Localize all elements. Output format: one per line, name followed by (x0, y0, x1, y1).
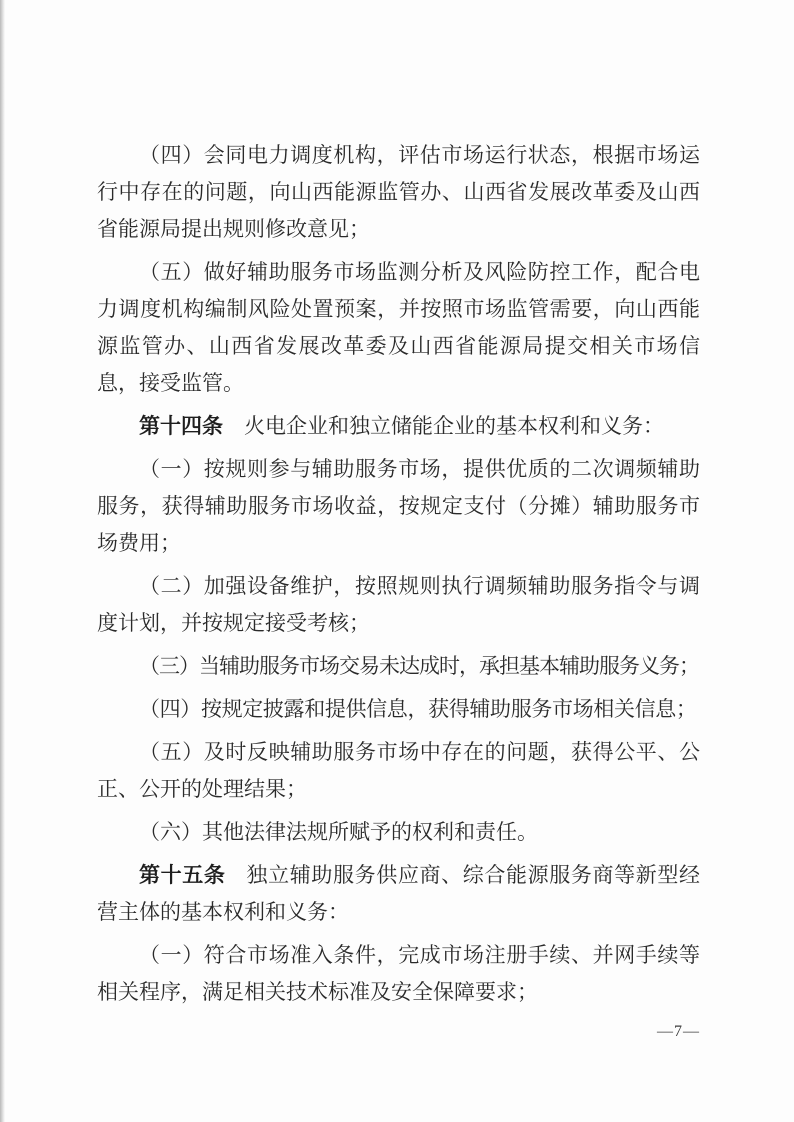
clause-text: （四）按规定披露和提供信息，获得辅助服务市场相关信息； (139, 697, 697, 721)
scan-edge-shadow (0, 0, 5, 1122)
article-15-heading (97, 857, 700, 931)
document-body (97, 137, 700, 1011)
clause-text: （五）做好辅助服务市场监测分析及风险防控工作，配合电力调度机构编制风险处置预案，并按照市场监管需要，向山西能源监管办、山西省发展改革委及山西省能源局提交相关市场信息，接受监管。 (97, 260, 700, 395)
clause-text: （五）及时反映辅助服务市场中存在的问题，获得公平、公正、公开的处理结果； (97, 740, 700, 801)
article-number: 第十五条 (139, 863, 226, 887)
article-14-heading (97, 408, 700, 445)
clause-item (97, 254, 700, 402)
article-title: 独立辅助服务供应商、综合能源服务商等新型经营主体的基本权利和义务： (97, 863, 700, 924)
clause-item (97, 937, 700, 1011)
clause-text: （一）符合市场准入条件，完成市场注册手续、并网手续等相关程序，满足相关技术标准及安全保障要求； (97, 943, 700, 1004)
page-number: —7— (657, 1023, 700, 1040)
clause-item (97, 451, 700, 562)
clause-item (97, 137, 700, 248)
article-number: 第十四条 (139, 414, 223, 438)
clause-text: （六）其他法律法规所赋予的权利和责任。 (139, 820, 538, 844)
clause-item (97, 648, 700, 685)
clause-item (97, 734, 700, 808)
clause-item (97, 568, 700, 642)
clause-text: （三）当辅助服务市场交易未达成时，承担基本辅助服务义务； (139, 654, 699, 678)
clause-item (97, 691, 700, 728)
article-title: 火电企业和独立储能企业的基本权利和义务： (244, 414, 664, 438)
clause-text: （二）加强设备维护，按照规则执行调频辅助服务指令与调度计划，并按规定接受考核； (97, 574, 700, 635)
clause-item (97, 814, 700, 851)
clause-text: （四）会同电力调度机构，评估市场运行状态，根据市场运行中存在的问题，向山西能源监管办、山西省发展改革委及山西省能源局提出规则修改意见； (97, 143, 700, 241)
clause-text: （一）按规则参与辅助服务市场，提供优质的二次调频辅助服务，获得辅助服务市场收益，按规定支付（分摊）辅助服务市场费用； (97, 457, 700, 555)
